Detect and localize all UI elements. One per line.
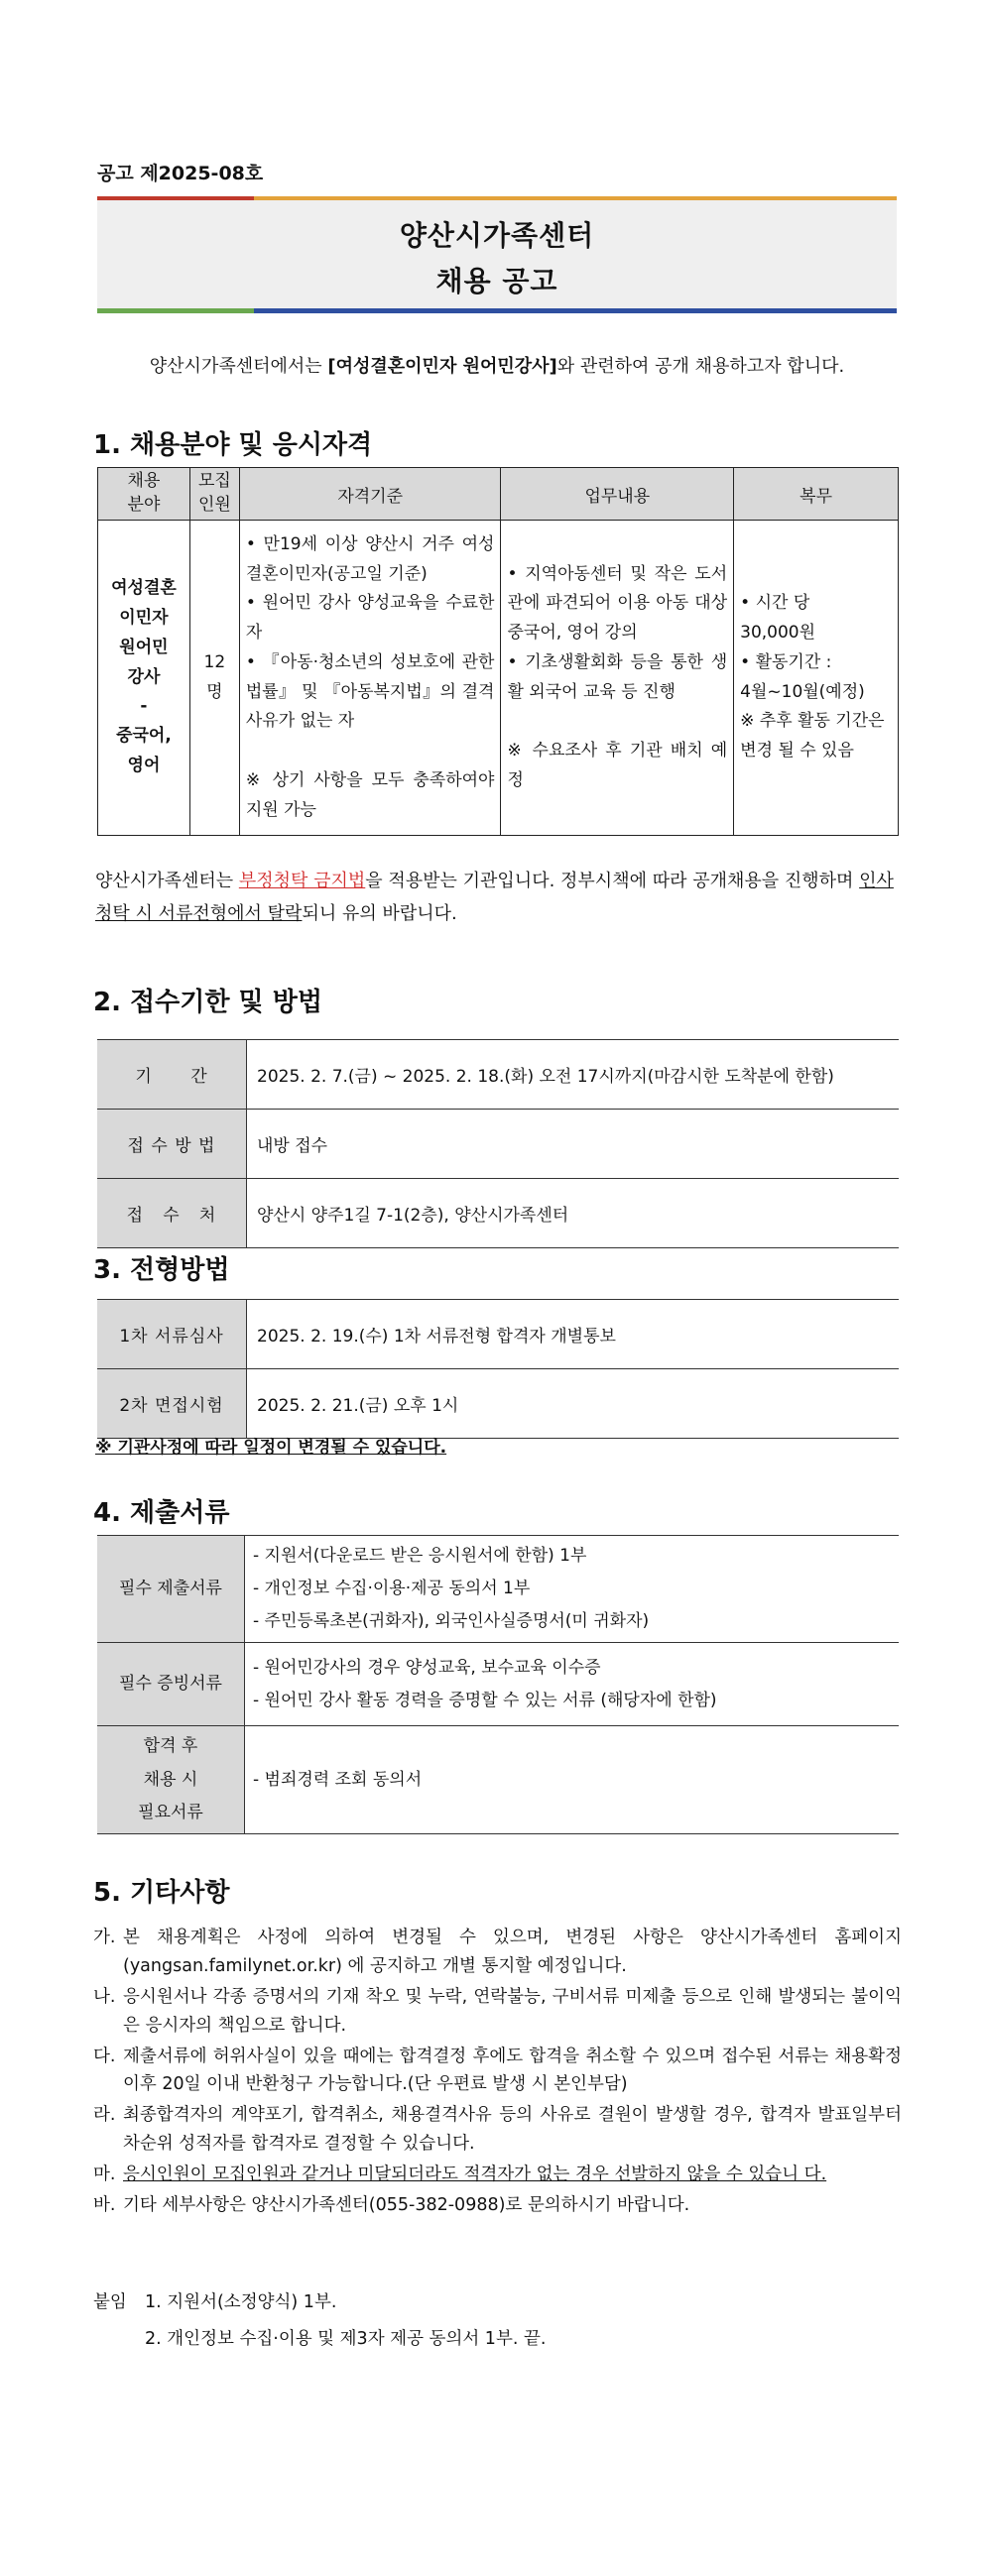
after-hire-docs-list — [245, 1726, 900, 1833]
table-row — [97, 1369, 899, 1439]
selection-table — [97, 1299, 899, 1439]
table-row — [97, 1110, 899, 1179]
etc-item — [93, 2161, 902, 2189]
recruitment-table — [97, 467, 899, 836]
cell-duties: • 지역아동센터 및 작은 도서관에 파견되어 이용 아동 대상 중국어, 영어 강의 • 기초생활회화 등을 통한 생활 외국어 교육 등 진행 ※ 수요조사 후 기관 배치 예정 — [501, 521, 734, 836]
attachment-item: 2. 개인정보 수집·이용 및 제3자 제공 동의서 1부. 끝. — [145, 2328, 547, 2349]
etc-item — [93, 1983, 902, 2041]
warning-part1: 양산시가족센터는 — [95, 871, 239, 891]
label-round1: 1차 서류심사 — [97, 1300, 247, 1369]
title-top-rule — [97, 196, 897, 200]
label-place: 접 수 처 — [97, 1179, 247, 1248]
warning-part5: 되니 유의 바랍니다. — [302, 903, 457, 925]
etc-item — [93, 2043, 902, 2100]
etc-text: 기타 세부사항은 양산시가족센터(055-382-0988)로 문의하시기 바랍니다. — [123, 2194, 690, 2215]
etc-text: 응시원서나 각종 증명서의 기재 착오 및 누락, 연락불능, 구비서류 미제출 등으로 인해 발생되는 불이익은 응시자의 책임으로 합니다. — [123, 1986, 902, 2036]
section5-heading: 5. 기타사항 — [93, 1878, 230, 1908]
list-item: - 지원서(다운로드 받은 응시원서에 한함) 1부 — [253, 1546, 587, 1566]
th-service: 복무 — [734, 468, 899, 521]
etc-text: 응시인원이 모집인원과 같거나 미달되더라도 적격자가 없는 경우 선발하지 않을 수 있습니 다. — [123, 2165, 827, 2184]
etc-item — [93, 2191, 902, 2220]
value-round2: 2025. 2. 21.(금) 오후 1시 — [247, 1369, 900, 1439]
attachments — [93, 2284, 546, 2358]
label-method: 접 수 방 법 — [97, 1110, 247, 1179]
value-method: 내방 접수 — [247, 1110, 900, 1179]
list-item: - 원어민 강사 활동 경력을 증명할 수 있는 서류 (해당자에 한함) — [253, 1690, 717, 1710]
th-count: 모집 인원 — [189, 468, 239, 521]
table-row — [97, 1179, 899, 1248]
warning-text — [95, 865, 901, 931]
section2-heading: 2. 접수기한 및 방법 — [93, 988, 322, 1017]
table-row — [97, 1300, 899, 1369]
attachment-label: 붙임 — [93, 2292, 127, 2312]
label-required-docs: 필수 제출서류 — [97, 1536, 245, 1643]
etc-mark: 나. — [93, 1986, 116, 2007]
etc-text: 최종합격자의 계약포기, 합격취소, 채용결격사유 등의 사유로 결원이 발생할 경우, 합격자 발표일부터 차순위 성적자를 합격자로 결정할 수 있습니다. — [123, 2105, 902, 2155]
value-period: 2025. 2. 7.(금) ~ 2025. 2. 18.(화) 오전 17시까지(마감시한 도착분에 한함) — [247, 1040, 900, 1110]
intro-highlight: [여성결혼이민자 원어민강사] — [327, 356, 557, 377]
list-item: - 개인정보 수집·이용·제공 동의서 1부 — [253, 1579, 531, 1599]
etc-text: 본 채용계획은 사정에 의하여 변경될 수 있으며, 변경된 사항은 양산시가족센터 홈페이지(yangsan.familynet.or.kr) 에 공지하고 개별 통지할 예정입니다. — [123, 1928, 902, 1976]
cell-qualification: • 만19세 이상 양산시 거주 여성결혼이민자(공고일 기준) • 원어민 강사 양성교육을 수료한 자 • 『아동·청소년의 성보호에 관한 법률』 및 『아동복지법』의 결격사유가 없는 자 ※ 상기 사항을 모두 충족하여야 지원 가능 — [239, 521, 501, 836]
label-round2: 2차 면접시험 — [97, 1369, 247, 1439]
th-field: 채용 분야 — [98, 468, 190, 521]
documents-table — [97, 1535, 899, 1834]
title-bottom-rule — [97, 308, 897, 313]
schedule-change-note: ※ 기관사정에 따라 일정이 변경될 수 있습니다. — [95, 1438, 447, 1458]
title-org: 양산시가족센터 — [399, 219, 595, 252]
table-row — [97, 1726, 899, 1833]
value-round1: 2025. 2. 19.(수) 1차 서류전형 합격자 개별통보 — [247, 1300, 900, 1369]
etc-text: 제출서류에 허위사실이 있을 때에는 합격결정 후에도 합격을 취소할 수 있으며 접수된 서류는 채용확정 이후 20일 이내 반환청구 가능합니다.(단 우편료 발생 시 본인부담) — [123, 2046, 902, 2095]
attachment-row — [93, 2284, 546, 2321]
title-main: 채용 공고 — [435, 265, 558, 297]
th-qualification: 자격기준 — [239, 468, 501, 521]
label-proof-docs: 필수 증빙서류 — [97, 1643, 245, 1726]
section1-heading: 1. 채용분야 및 응시자격 — [93, 430, 373, 460]
attachment-item: 1. 지원서(소정양식) 1부. — [145, 2292, 337, 2312]
etc-mark: 다. — [93, 2046, 116, 2066]
list-item: - 주민등록초본(귀화자), 외국인사실증명서(미 귀화자) — [253, 1611, 650, 1632]
section3-heading: 3. 전형방법 — [93, 1255, 230, 1285]
table-row — [97, 1643, 899, 1726]
etc-mark: 라. — [93, 2105, 116, 2126]
list-item: - 원어민강사의 경우 양성교육, 보수교육 이수증 — [253, 1657, 601, 1678]
application-table — [97, 1039, 899, 1248]
intro-prefix: 양산시가족센터에서는 — [149, 356, 328, 377]
table-row — [97, 1040, 899, 1110]
title-banner — [97, 196, 897, 313]
table-row — [97, 1536, 899, 1643]
label-after-hire-docs: 합격 후 채용 시 필요서류 — [97, 1726, 245, 1833]
cell-field: 여성결혼 이민자 원어민 강사 - 중국어, 영어 — [98, 521, 190, 836]
required-docs-list — [245, 1536, 900, 1643]
warning-part3: 을 적용받는 기관입니다. 정부시책에 따라 공개채용을 진행하며 — [365, 871, 860, 891]
etc-list — [93, 1924, 902, 2222]
proof-docs-list — [245, 1643, 900, 1726]
warning-law: 부정청탁 금지법 — [238, 871, 366, 891]
etc-mark: 마. — [93, 2165, 116, 2184]
intro-suffix: 와 관련하여 공개 채용하고자 합니다. — [556, 356, 845, 377]
cell-service: • 시간 당 30,000원 • 활동기간 : 4월~10월(예정) ※ 추후 활동 기간은 변경 될 수 있음 — [734, 521, 899, 836]
warning-disqualify: 인사 청탁 시 서류전형에서 탈락 — [95, 871, 894, 925]
intro-text — [97, 352, 897, 378]
etc-item — [93, 2101, 902, 2159]
list-item: - 범죄경력 조회 동의서 — [253, 1769, 423, 1790]
cell-count: 12명 — [189, 521, 239, 836]
label-period: 기 간 — [97, 1040, 247, 1110]
etc-item — [93, 1924, 902, 1981]
section4-heading: 4. 제출서류 — [93, 1498, 230, 1528]
notice-number: 공고 제2025-08호 — [97, 163, 264, 184]
attachment-row — [93, 2321, 546, 2358]
etc-mark: 가. — [93, 1928, 116, 1947]
etc-mark: 바. — [93, 2194, 116, 2215]
th-duties: 업무내용 — [501, 468, 734, 521]
value-place: 양산시 양주1길 7-1(2층), 양산시가족센터 — [247, 1179, 900, 1248]
